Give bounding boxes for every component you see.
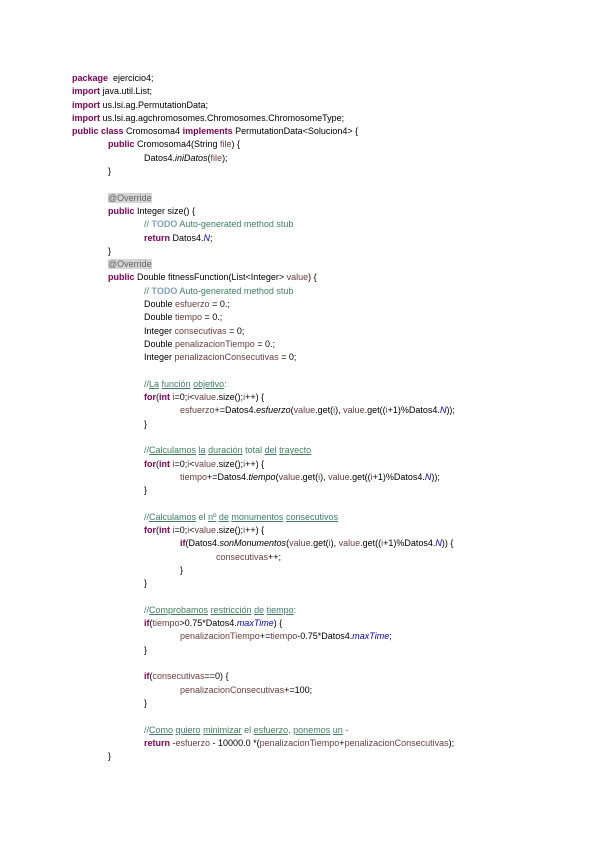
code-token: = 0; xyxy=(226,325,245,336)
code-token: +1)%Datos4. xyxy=(372,471,425,482)
code-token: < xyxy=(189,458,195,469)
code-token: i xyxy=(243,392,246,403)
code-line xyxy=(72,630,592,643)
code-line xyxy=(72,325,592,338)
code-line xyxy=(72,564,592,577)
code-line xyxy=(72,524,592,537)
code-line xyxy=(72,165,592,178)
code-line xyxy=(72,710,592,723)
code-token: penalizacionTiempo xyxy=(259,737,340,748)
code-token: nº xyxy=(208,511,217,522)
code-token: ( xyxy=(156,525,159,536)
code-token: +1)%Datos4. xyxy=(387,405,440,416)
code-token: // xyxy=(144,219,152,230)
code-token: for xyxy=(144,458,156,469)
code-token: i xyxy=(333,405,336,416)
code-line xyxy=(72,471,592,484)
code-line xyxy=(72,112,592,125)
code-token: // xyxy=(144,604,150,615)
code-token: } xyxy=(144,697,148,708)
code-token: la xyxy=(198,445,206,456)
code-line xyxy=(72,271,592,284)
code-token: .size(); xyxy=(216,392,244,403)
code-line xyxy=(72,644,592,657)
code-line xyxy=(72,511,592,524)
code-token: ( xyxy=(149,671,153,682)
code-token: -0.75*Datos4. xyxy=(297,631,353,642)
code-token: consecutivos xyxy=(285,511,338,522)
code-token: ); xyxy=(222,152,228,163)
code-token: i xyxy=(172,525,175,536)
code-line xyxy=(72,617,592,630)
code-line xyxy=(72,537,592,550)
code-token: ( xyxy=(207,152,211,163)
code-token: = 0; xyxy=(278,352,297,363)
code-token: penalizacionConsecutivas xyxy=(180,684,285,695)
code-token: Double xyxy=(144,338,176,349)
code-token: int xyxy=(159,392,170,403)
code-token: ; xyxy=(389,631,392,642)
code-token: tiempo xyxy=(270,631,298,642)
code-token: - xyxy=(170,737,176,748)
code-token: ( xyxy=(156,392,159,403)
code-token: // xyxy=(144,511,150,522)
code-token: implements xyxy=(182,126,233,137)
code-token: N xyxy=(203,232,211,243)
code-line xyxy=(72,85,592,98)
code-token: public xyxy=(108,205,135,216)
code-token: Integer xyxy=(144,325,175,336)
code-token: } xyxy=(108,245,112,256)
code-token: duración xyxy=(208,445,243,456)
code-token: ++; xyxy=(268,551,282,562)
code-token: us.lsi.ag.PermutationData; xyxy=(100,99,209,110)
code-token: quiero xyxy=(175,724,201,735)
code-token: value xyxy=(293,405,316,416)
code-token: i xyxy=(172,392,175,403)
code-token: La xyxy=(149,378,160,389)
code-line xyxy=(72,298,592,311)
code-line xyxy=(72,125,592,138)
code-token: : xyxy=(224,378,227,389)
code-token: función xyxy=(161,378,191,389)
code-line xyxy=(72,737,592,750)
code-token: trayecto xyxy=(279,445,312,456)
code-token: if xyxy=(144,671,150,682)
code-token: } xyxy=(144,578,148,589)
code-token: } xyxy=(144,644,148,655)
code-token: import xyxy=(72,86,100,97)
code-token: esfuerzo xyxy=(175,737,211,748)
code-token: ejercicio4; xyxy=(108,73,154,83)
code-token: minimizar xyxy=(203,724,242,735)
code-line xyxy=(72,391,592,404)
code-token: Cromosoma4 xyxy=(123,126,183,137)
code-token: value xyxy=(194,458,217,469)
code-token: .size(); xyxy=(216,458,244,469)
code-line xyxy=(72,378,592,391)
code-token: esfuerzo xyxy=(175,299,210,310)
code-line xyxy=(72,458,592,471)
code-token: tiempo xyxy=(152,618,180,629)
code-token: N xyxy=(424,471,432,482)
code-line xyxy=(72,258,592,271)
code-line xyxy=(72,285,592,298)
code-token: ); xyxy=(448,737,455,748)
code-token: value xyxy=(343,405,365,416)
code-token: esfuerzo xyxy=(253,724,289,735)
code-token: ; xyxy=(210,232,213,243)
code-token: restricción xyxy=(210,604,252,615)
code-token: ) { xyxy=(231,139,241,150)
code-token: >0.75*Datos4. xyxy=(179,618,237,629)
code-token: < xyxy=(189,525,195,536)
code-token: // xyxy=(144,445,150,456)
code-token: i xyxy=(172,458,175,469)
code-line xyxy=(72,657,592,670)
code-token: N xyxy=(439,405,447,416)
code-token: ), xyxy=(320,471,329,482)
code-token: N xyxy=(435,538,442,549)
code-token: ) { xyxy=(273,618,283,629)
code-token: , xyxy=(288,724,294,735)
code-token: Auto-generated method stub xyxy=(177,285,294,296)
code-line xyxy=(72,484,592,497)
code-token: )) { xyxy=(441,538,454,549)
code-token: Datos4. xyxy=(170,232,204,243)
code-line xyxy=(72,697,592,710)
code-token: ponemos xyxy=(293,724,331,735)
code-token: penalizacionConsecutivas xyxy=(344,737,449,748)
code-line xyxy=(72,152,592,165)
code-token: tiempo xyxy=(266,604,294,615)
code-token: Comprobamos xyxy=(149,604,209,615)
code-token: .get( xyxy=(315,405,334,416)
code-token: i xyxy=(243,458,246,469)
code-token: file xyxy=(220,139,232,150)
code-token: value xyxy=(194,525,217,536)
code-token: tiempo xyxy=(248,471,276,482)
code-token: ++) { xyxy=(245,525,265,536)
code-token: for xyxy=(144,525,156,536)
code-token: .get( xyxy=(310,538,329,549)
code-line xyxy=(72,245,592,258)
code-token: value xyxy=(286,272,309,283)
code-token: for xyxy=(144,392,156,403)
code-token: Double xyxy=(144,299,176,310)
code-token: .get(( xyxy=(360,538,382,549)
code-token: public class xyxy=(72,126,124,137)
code-token: ++) { xyxy=(245,458,265,469)
code-token: +=Datos4. xyxy=(207,471,249,482)
code-token: - xyxy=(342,724,349,735)
code-listing xyxy=(72,72,592,763)
code-token: Calculamos xyxy=(149,445,197,456)
code-token: = 0.; xyxy=(254,338,276,349)
code-token: @Override xyxy=(108,192,152,203)
code-line xyxy=(72,551,592,564)
code-token: } xyxy=(144,485,148,496)
code-token: return xyxy=(144,737,171,748)
code-token: el xyxy=(196,511,209,522)
code-token: public xyxy=(108,139,135,150)
code-token: Double fitnessFunction(List<Integer> xyxy=(134,272,287,283)
code-token: penalizacionConsecutivas xyxy=(174,352,279,363)
code-line xyxy=(72,311,592,324)
code-token: esfuerzo xyxy=(180,405,215,416)
code-line xyxy=(72,205,592,218)
code-token: Cromosoma4(String xyxy=(134,139,221,150)
code-token: import xyxy=(72,99,100,110)
code-token: value xyxy=(289,538,311,549)
code-token: tiempo xyxy=(175,312,203,323)
code-token: .get(( xyxy=(364,405,386,416)
code-token: < xyxy=(189,392,195,403)
code-token: } xyxy=(108,166,112,177)
code-token: ), xyxy=(330,538,339,549)
code-line xyxy=(72,670,592,683)
code-token: +=Datos4. xyxy=(214,405,257,416)
code-token: value xyxy=(328,471,350,482)
code-token: penalizacionTiempo xyxy=(180,631,260,642)
code-line xyxy=(72,218,592,231)
code-line xyxy=(72,338,592,351)
code-token: .get( xyxy=(300,471,319,482)
code-token: Auto-generated method stub xyxy=(177,219,294,230)
code-token: if xyxy=(180,538,186,549)
code-token: import xyxy=(72,112,100,123)
code-token: package xyxy=(72,73,109,83)
code-token: } xyxy=(144,418,148,429)
code-token: = 0.; xyxy=(209,299,230,310)
code-line xyxy=(72,750,592,763)
code-token: @Override xyxy=(108,259,152,270)
code-line xyxy=(72,365,592,378)
code-token: int xyxy=(159,525,170,536)
code-token: } xyxy=(180,564,184,575)
code-line xyxy=(72,684,592,697)
code-token: .get(( xyxy=(349,471,371,482)
code-token: del xyxy=(264,445,277,456)
code-token: + xyxy=(339,737,345,748)
code-token: - 10000.0 *( xyxy=(210,737,260,748)
code-token: ( xyxy=(286,538,290,549)
code-token: i xyxy=(318,471,321,482)
code-line xyxy=(72,404,592,417)
code-token: )); xyxy=(431,471,440,482)
code-token: // xyxy=(144,724,150,735)
code-token: // xyxy=(144,285,152,296)
code-token: Integer xyxy=(144,352,175,363)
code-token: ), xyxy=(335,405,344,416)
code-line xyxy=(72,431,592,444)
code-token: total xyxy=(242,445,265,456)
code-token: // xyxy=(144,378,150,389)
code-token: Double xyxy=(144,312,176,323)
code-line xyxy=(72,724,592,737)
code-token: ( xyxy=(149,618,153,629)
code-token: = 0.; xyxy=(202,312,223,323)
code-token: un xyxy=(332,724,343,735)
code-token: return xyxy=(144,232,171,243)
code-token: maxTime xyxy=(352,631,390,642)
code-token: value xyxy=(278,471,301,482)
code-line xyxy=(72,351,592,364)
code-line xyxy=(72,72,592,85)
code-token: value xyxy=(338,538,361,549)
code-line xyxy=(72,577,592,590)
code-token: i xyxy=(328,538,331,549)
code-token: consecutivas xyxy=(174,325,227,336)
code-token: public xyxy=(108,272,135,283)
code-line xyxy=(72,591,592,604)
code-token: =0; xyxy=(174,458,188,469)
code-token: )); xyxy=(446,405,455,416)
code-token: Integer size() { xyxy=(134,205,196,216)
code-token: ++) { xyxy=(245,392,265,403)
code-token: file xyxy=(210,152,223,163)
code-token: i xyxy=(385,405,388,416)
code-token: sonMonumentos xyxy=(219,538,287,549)
code-line xyxy=(72,178,592,191)
code-token: tiempo xyxy=(180,471,208,482)
code-token: } xyxy=(108,751,112,762)
code-token: de xyxy=(218,511,229,522)
code-token: (Datos4. xyxy=(185,538,220,549)
code-token: Calculamos xyxy=(149,511,197,522)
code-token: i xyxy=(381,538,384,549)
code-token: ( xyxy=(156,458,159,469)
code-line xyxy=(72,99,592,112)
code-token: java.util.List; xyxy=(100,86,153,97)
code-line xyxy=(72,498,592,511)
code-token: PermutationData<Solucion4> { xyxy=(232,126,359,137)
code-token: Datos4. xyxy=(144,152,176,163)
code-token: us.lsi.ag.agchromosomes.Chromosomes.ChromosomeType; xyxy=(100,112,345,123)
code-line xyxy=(72,444,592,457)
code-token: += xyxy=(259,631,271,642)
code-line xyxy=(72,138,592,151)
code-token: int xyxy=(159,458,170,469)
code-line xyxy=(72,192,592,205)
code-token: iniDatos xyxy=(175,152,208,163)
code-token: ==0) { xyxy=(204,671,229,682)
code-token: penalizacionTiempo xyxy=(175,338,255,349)
code-token: esfuerzo xyxy=(256,405,291,416)
code-token: el xyxy=(241,724,254,735)
code-line xyxy=(72,232,592,245)
code-token: monumentos xyxy=(231,511,284,522)
code-token: consecutivas xyxy=(152,671,205,682)
code-token: maxTime xyxy=(236,618,274,629)
code-token: consecutivas xyxy=(216,551,269,562)
code-token: ( xyxy=(290,405,294,416)
code-token: =0; xyxy=(174,525,188,536)
code-token: value xyxy=(194,392,217,403)
code-token: objetivo xyxy=(193,378,225,389)
code-token: de xyxy=(254,604,265,615)
code-token: +1)%Datos4. xyxy=(383,538,436,549)
code-token: TODO xyxy=(151,219,178,230)
code-token: i xyxy=(370,471,373,482)
code-token: : xyxy=(293,604,297,615)
code-token: i xyxy=(187,392,190,403)
code-token: i xyxy=(243,525,246,536)
code-token: +=100; xyxy=(284,684,313,695)
code-token: .size(); xyxy=(216,525,244,536)
code-line xyxy=(72,418,592,431)
code-token: =0; xyxy=(174,392,188,403)
code-token: i xyxy=(187,458,190,469)
code-token: ) { xyxy=(308,272,317,283)
code-token: if xyxy=(144,618,150,629)
code-token: Como xyxy=(149,724,174,735)
code-token: i xyxy=(187,525,190,536)
code-line xyxy=(72,604,592,617)
code-token: ( xyxy=(275,471,279,482)
code-token: TODO xyxy=(151,285,178,296)
